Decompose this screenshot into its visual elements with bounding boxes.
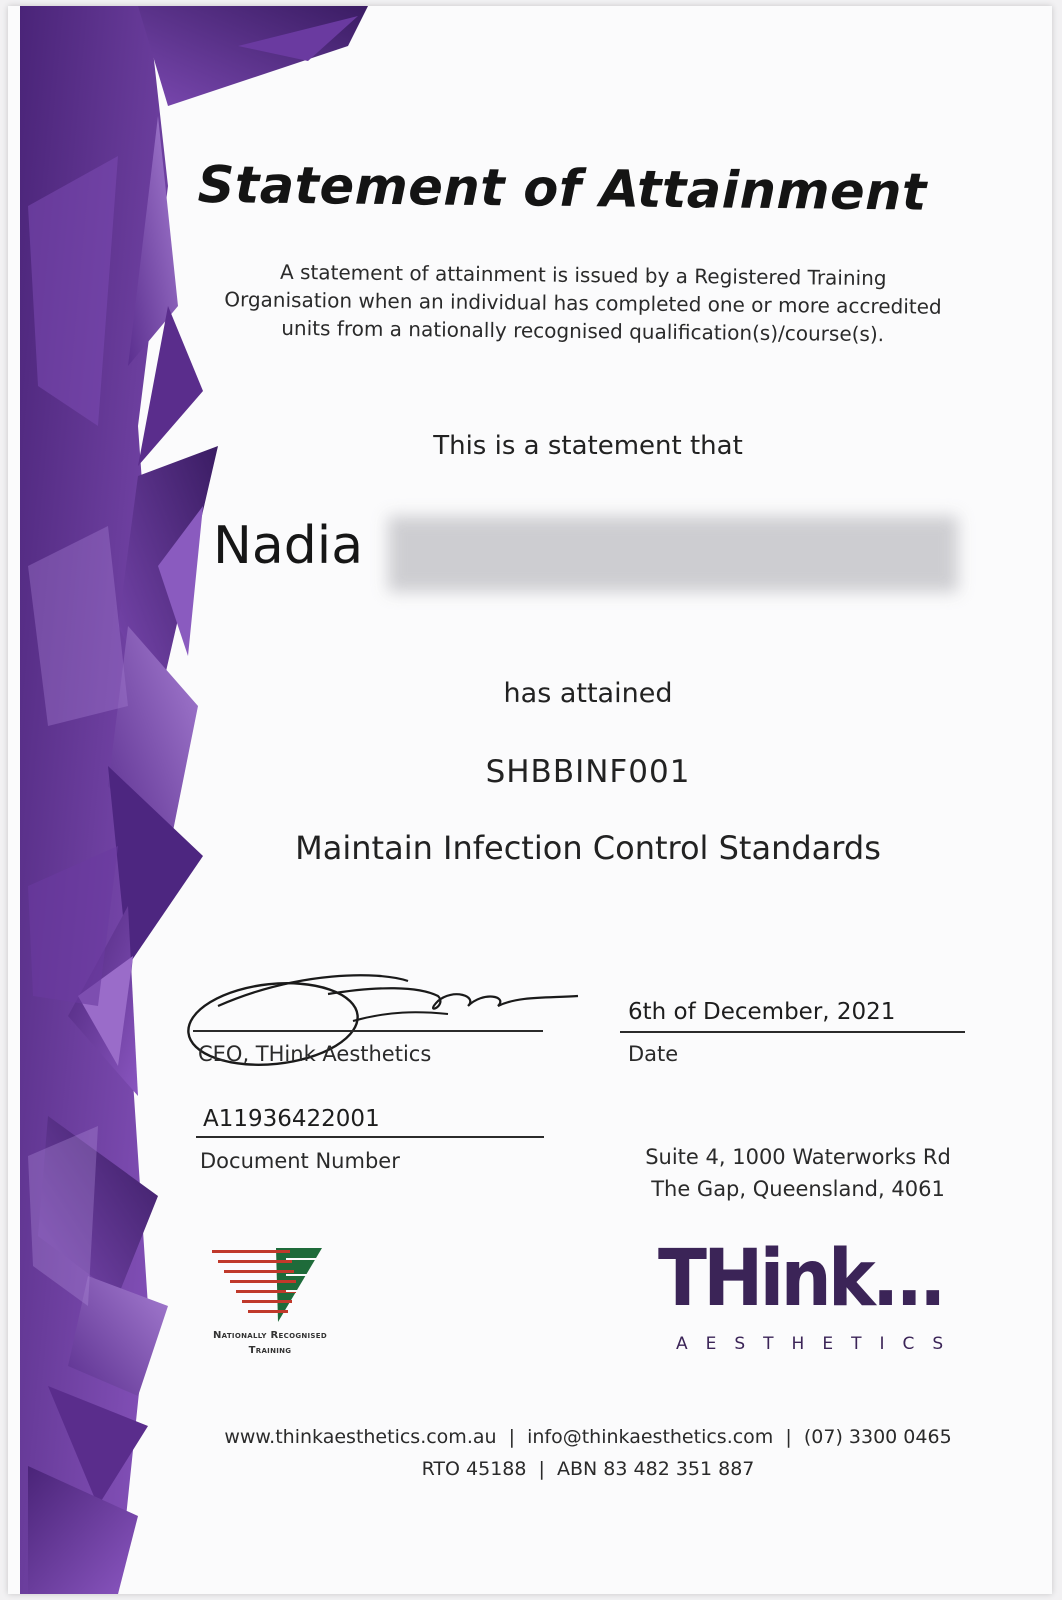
certificate-sheet <box>8 6 1052 1594</box>
nrt-logo-text <box>190 1328 350 1358</box>
document-number-label: Document Number <box>200 1149 400 1173</box>
certificate-title: Statement of Attainment <box>197 156 928 223</box>
date-value: 6th of December, 2021 <box>628 999 896 1025</box>
unit-title: Maintain Infection Control Standards <box>295 829 881 867</box>
signer-label: CEO, THink Aesthetics <box>198 1042 432 1066</box>
date-label: Date <box>628 1042 679 1066</box>
nrt-line: Nationally Recognised <box>213 1330 327 1341</box>
attained-text: has attained <box>503 678 673 709</box>
recipient-first-name: Nadia <box>213 516 364 576</box>
date-line <box>620 1031 965 1033</box>
signature-line <box>193 1030 543 1032</box>
brand-logo-wordmark: THink... <box>658 1234 943 1324</box>
intro-line: Organisation when an individual has completed one or more accredited <box>224 287 942 319</box>
nrt-line: Training <box>248 1345 292 1356</box>
intro-line: A statement of attainment is issued by a Registered Training <box>279 259 887 291</box>
brand-logo-subtitle: AESTHETICS <box>676 1334 962 1354</box>
intro-line: units from a nationally recognised qualification(s)/course(s). <box>281 315 885 347</box>
address-line: The Gap, Queensland, 4061 <box>651 1177 945 1201</box>
address-line: Suite 4, 1000 Waterworks Rd <box>645 1145 951 1169</box>
document-number: A11936422001 <box>203 1106 380 1132</box>
intro-paragraph <box>188 257 979 349</box>
contact-line: RTO 45188 | ABN 83 482 351 887 <box>421 1458 755 1480</box>
contact-line: www.thinkaesthetics.com.au | info@thinkaesthetics.com | (07) 3300 0465 <box>224 1426 952 1448</box>
statement-text: This is a statement that <box>433 431 743 461</box>
unit-code: SHBBINF001 <box>485 754 691 790</box>
document-number-line <box>196 1136 544 1138</box>
address-block <box>598 1141 998 1205</box>
nrt-logo-icon <box>206 1244 326 1326</box>
contact-footer <box>148 1421 1028 1485</box>
redacted-surname <box>388 516 958 592</box>
